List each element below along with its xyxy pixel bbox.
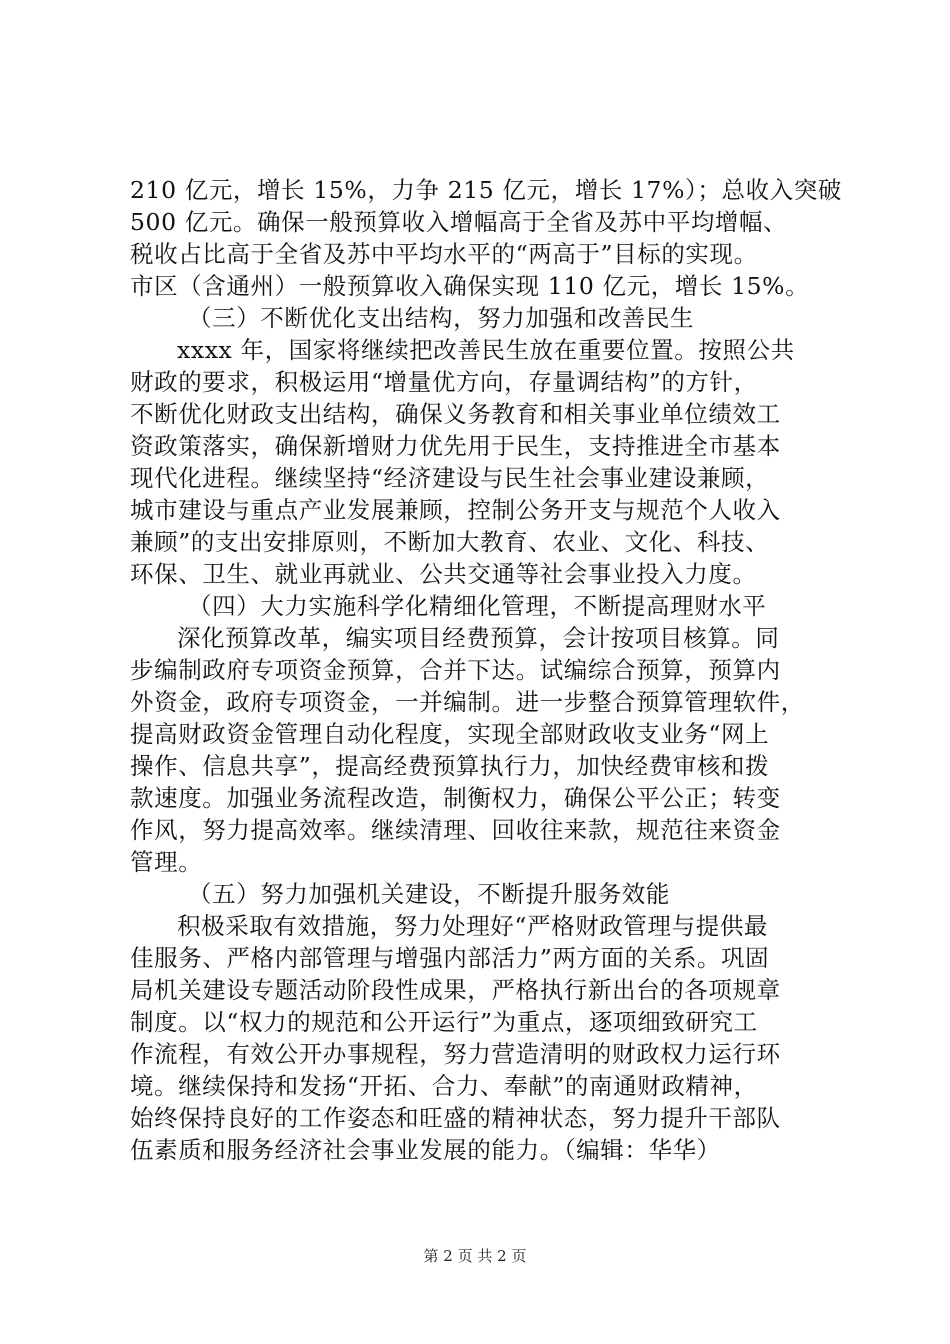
body-line: 步编制政府专项资金预算，合并下达。试编综合预算，预算内 bbox=[130, 656, 781, 684]
body-line: 操作、信息共享”，提高经费预算执行力，加快经费审核和拨 bbox=[130, 752, 770, 780]
body-line: 制度。以“权力的规范和公开运行”为重点，逐项细致研究工 bbox=[130, 1008, 758, 1036]
body-line: 外资金，政府专项资金，一并编制。进一步整合预算管理软件， bbox=[130, 688, 805, 716]
section-heading-3: （三）不断优化支出结构，努力加强和改善民生 bbox=[188, 304, 695, 332]
body-line: 始终保持良好的工作姿态和旺盛的精神状态，努力提升干部队 bbox=[130, 1104, 781, 1132]
body-line: 提高财政资金管理自动化程度，实现全部财政收支业务“网上 bbox=[130, 720, 770, 748]
body-line: 佳服务、严格内部管理与增强内部活力”两方面的关系。巩固 bbox=[130, 944, 770, 972]
body-line: 管理。 bbox=[130, 848, 203, 876]
paragraph-first-line: xxxx 年，国家将继续把改善民生放在重要位置。按照公共 bbox=[177, 336, 795, 364]
paragraph-first-line: 深化预算改革，编实项目经费预算，会计按项目核算。同 bbox=[177, 624, 780, 652]
body-line: 作流程，有效公开办事规程，努力营造清明的财政权力运行环 bbox=[130, 1040, 781, 1068]
body-line: 市区（含通州）一般预算收入确保实现 110 亿元，增长 15%。 bbox=[130, 272, 810, 300]
body-line: 款速度。加强业务流程改造，制衡权力，确保公平公正；转变 bbox=[130, 784, 781, 812]
body-line: 兼顾”的支出安排原则，不断加大教育、农业、文化、科技、 bbox=[130, 528, 770, 556]
section-heading-4: （四）大力实施科学化精细化管理，不断提高理财水平 bbox=[188, 592, 767, 620]
paragraph-first-line: 积极采取有效措施，努力处理好“严格财政管理与提供最 bbox=[177, 912, 769, 940]
document-body bbox=[130, 174, 842, 1166]
body-line: 作风，努力提高效率。继续清理、回收往来款，规范往来资金 bbox=[130, 816, 781, 844]
page-number-footer: 第 2 页 共 2 页 bbox=[423, 1247, 527, 1265]
body-line: 境。继续保持和发扬“开拓、合力、奉献”的南通财政精神， bbox=[130, 1072, 758, 1100]
body-line: 500 亿元。确保一般预算收入增幅高于全省及苏中平均增幅、 bbox=[130, 208, 788, 236]
body-line: 环保、卫生、就业再就业、公共交通等社会事业投入力度。 bbox=[130, 560, 757, 588]
body-line: 财政的要求，积极运用“增量优方向，存量调结构”的方针， bbox=[130, 368, 758, 396]
body-line: 不断优化财政支出结构，确保义务教育和相关事业单位绩效工 bbox=[130, 400, 781, 428]
section-heading-5: （五）努力加强机关建设，不断提升服务效能 bbox=[188, 880, 670, 908]
body-line: 局机关建设专题活动阶段性成果，严格执行新出台的各项规章 bbox=[130, 976, 781, 1004]
body-line: 伍素质和服务经济社会事业发展的能力。（编辑：华华） bbox=[130, 1136, 721, 1164]
body-line: 210 亿元，增长 15%，力争 215 亿元，增长 17%）；总收入突破 bbox=[130, 176, 842, 204]
body-line: 城市建设与重点产业发展兼顾，控制公务开支与规范个人收入 bbox=[130, 496, 781, 524]
body-line: 现代化进程。继续坚持“经济建设与民生社会事业建设兼顾， bbox=[130, 464, 770, 492]
body-line: 税收占比高于全省及苏中平均水平的“两高于”目标的实现。 bbox=[130, 240, 758, 268]
body-line: 资政策落实，确保新增财力优先用于民生，支持推进全市基本 bbox=[130, 432, 781, 460]
